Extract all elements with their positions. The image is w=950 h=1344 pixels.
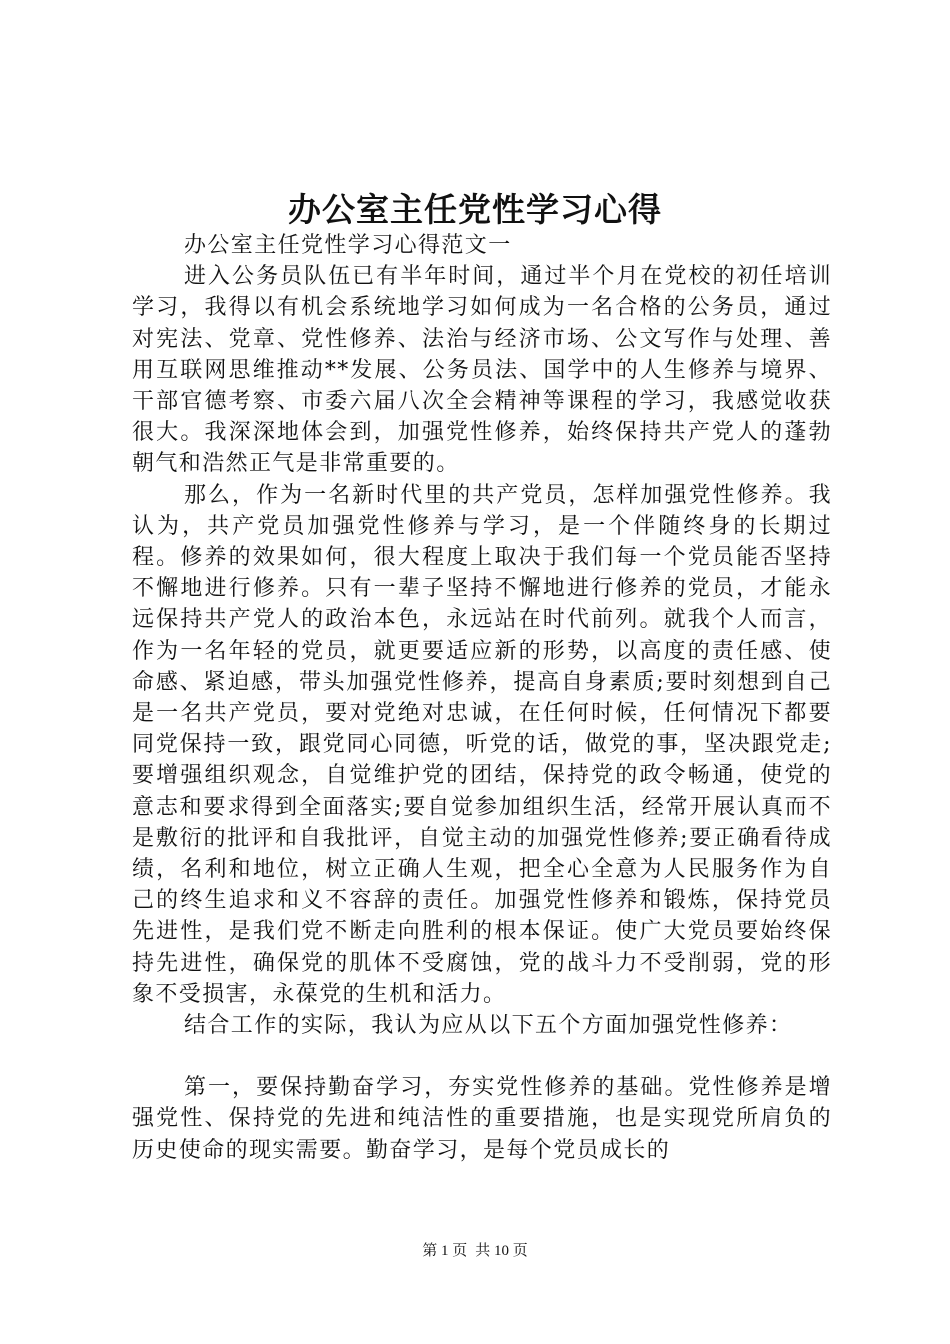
document-title: 办公室主任党性学习心得	[288, 190, 662, 229]
document-body	[132, 230, 832, 1166]
body-paragraph: 第一，要保持勤奋学习，夯实党性修养的基础。党性修养是增强党性、保持党的先进和纯洁性的重要措施，也是实现党所肩负的历史使命的现实需要。勤奋学习，是每个党员成长的	[132, 1075, 832, 1163]
body-paragraph: 进入公务员队伍已有半年时间，通过半个月在党校的初任培训学习，我得以有机会系统地学习如何成为一名合格的公务员，通过对宪法、党章、党性修养、法治与经济市场、公文写作与处理、善用互联网思维推动**发展、公务员法、国学中的人生修养与境界、干部官德考察、市委六届八次全会精神等课程的学习，我感觉收获很大。我深深地体会到，加强党性修养，始终保持共产党人的蓬勃朝气和浩然正气是非常重要的。	[132, 264, 832, 477]
body-paragraph: 结合工作的实际，我认为应从以下五个方面加强党性修养：	[184, 1013, 793, 1039]
page-total: 共 10 页	[475, 1243, 528, 1259]
subtitle-paragraph: 办公室主任党性学习心得范文一	[184, 233, 512, 258]
body-paragraph: 那么，作为一名新时代里的共产党员，怎样加强党性修养。我认为，共产党员加强党性修养与学习，是一个伴随终身的长期过程。修养的效果如何，很大程度上取决于我们每一个党员能否坚持不懈地进行修养。只有一辈子坚持不懈地进行修养的党员，才能永远保持共产党人的政治本色，永远站在时代前列。就我个人而言，作为一名年轻的党员，就更要适应新的形势，以高度的责任感、使命感、紧迫感，带头加强党性修养，提高自身素质;要时刻想到自己是一名共产党员，要对党绝对忠诚，在任何时候，任何情况下都要同党保持一致，跟党同心同德，听党的话，做党的事，坚决跟党走;要增强组织观念，自觉维护党的团结，保持党的政令畅通，使党的意志和要求得到全面落实;要自觉参加组织生活，经常开展认真而不是敷衍的批评和自我批评，自觉主动的加强党性修养;要正确看待成绩，名利和地位，树立正确人生观，把全心全意为人民服务作为自己的终生追求和义不容辞的责任。加强党性修养和锻炼，保持党员先进性，是我们党不断走向胜利的根本保证。使广大党员要始终保持先进性，确保党的肌体不受腐蚀，党的战斗力不受削弱，党的形象不受损害，永葆党的生机和活力。	[132, 482, 832, 1007]
page-footer	[0, 1241, 950, 1261]
page-number: 第 1 页	[422, 1243, 468, 1259]
